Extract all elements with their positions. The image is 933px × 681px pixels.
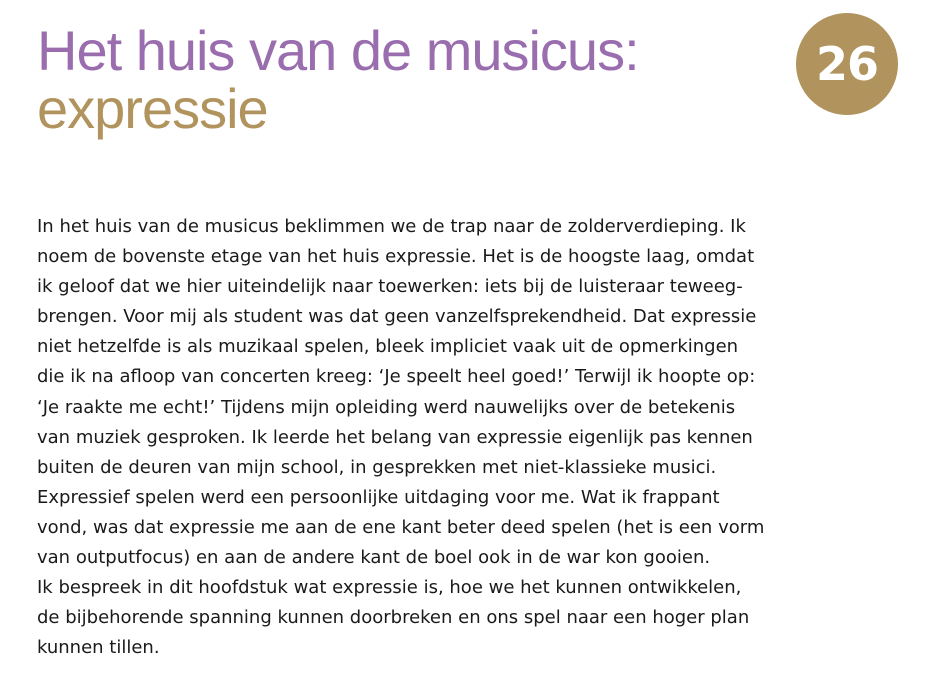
text-line: ‘Je raakte me echt!’ Tijdens mijn opleiding werd nauwelijks over de betekenis xyxy=(37,396,736,418)
chapter-number-badge xyxy=(796,13,898,115)
text-line: buiten de deuren van mijn school, in gesprekken met niet-klassieke musici. xyxy=(37,456,717,478)
text-line: de bijbehorende spanning kunnen doorbreken en ons spel naar een hoger plan xyxy=(37,607,750,629)
text-line: die ik na afloop van concerten kreeg: ‘Je speelt heel goed!’ Terwijl ik hoopte op: xyxy=(37,366,756,388)
chapter-title xyxy=(37,19,639,140)
text-line: van outputfocus) en aan de andere kant de boel ook in de war kon gooien. xyxy=(37,547,711,569)
text-line: Ik bespreek in dit hoofdstuk wat expressie is, hoe we het kunnen ontwikkelen, xyxy=(37,577,742,599)
chapter-title-line2: expressie xyxy=(37,77,268,140)
text-line: In het huis van de musicus beklimmen we de trap naar de zolderverdieping. Ik xyxy=(37,216,746,237)
text-line: brengen. Voor mij als student was dat geen vanzelfsprekendheid. Dat expressie xyxy=(37,306,757,328)
chapter-title-line1: Het huis van de musicus: xyxy=(37,19,639,82)
text-line: vond, was dat expressie me aan de ene kant beter deed spelen (het is een vorm xyxy=(37,516,765,538)
text-line: kunnen tillen. xyxy=(37,637,160,659)
text-line: niet hetzelfde is als muzikaal spelen, bleek impliciet vaak uit de opmerkingen xyxy=(37,336,739,358)
text-line: van muziek gesproken. Ik leerde het belang van expressie eigenlijk pas kennen xyxy=(37,426,753,448)
text-line: Expressief spelen werd een persoonlijke uitdaging voor me. Wat ik frappant xyxy=(37,486,720,508)
chapter-number: 26 xyxy=(815,37,878,91)
text-line: ik geloof dat we hier uiteindelijk naar toewerken: iets bij de luisteraar teweeg- xyxy=(37,276,743,298)
text-line: noem de bovenste etage van het huis expressie. Het is de hoogste laag, omdat xyxy=(37,246,755,268)
body-paragraph xyxy=(37,212,797,663)
